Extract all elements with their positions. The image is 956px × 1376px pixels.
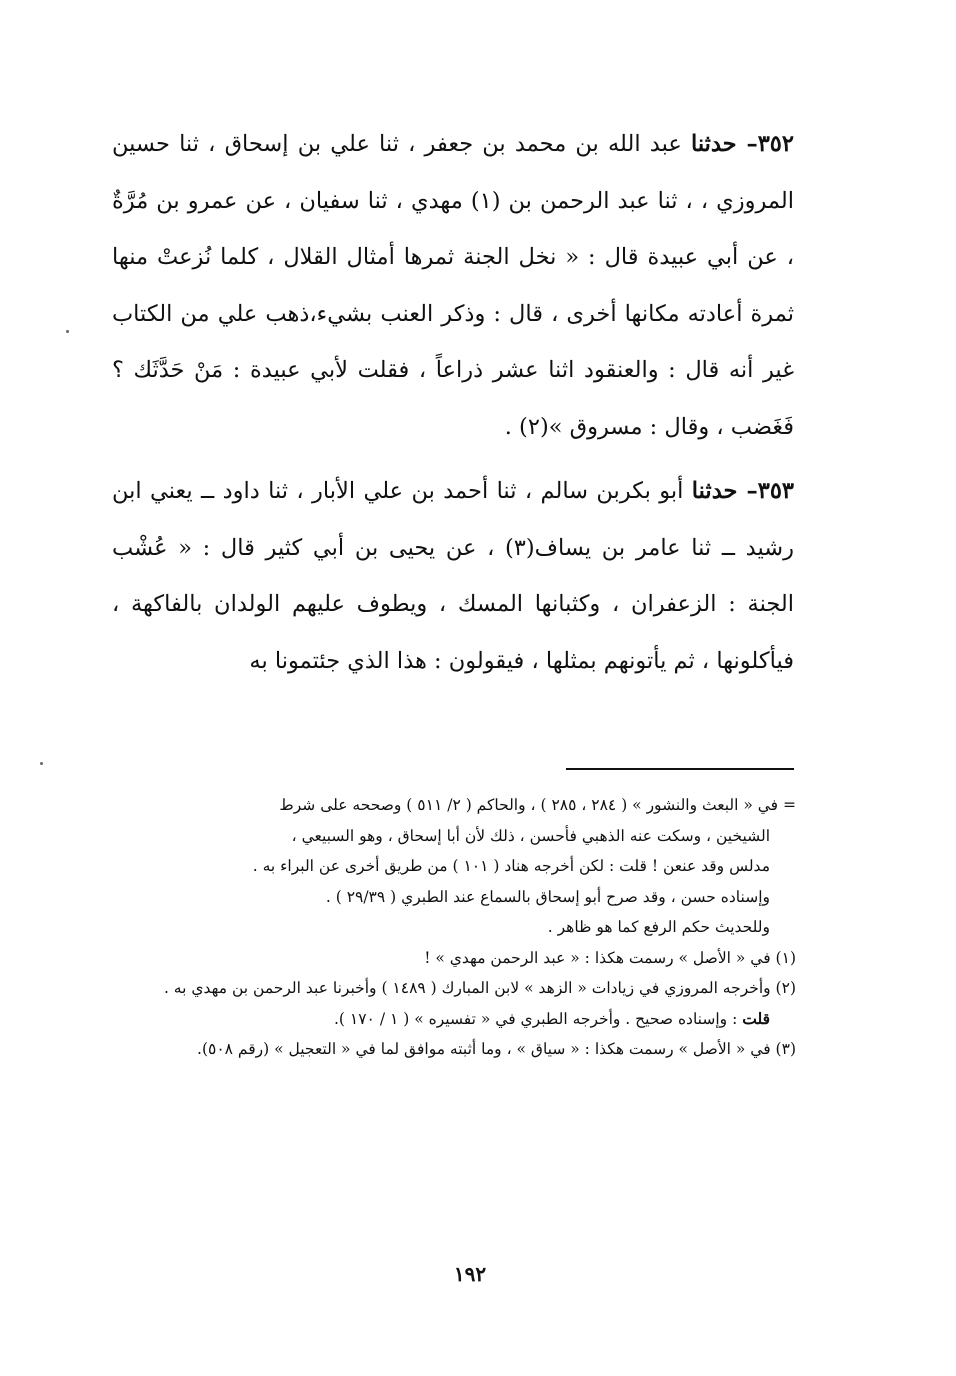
hadith-number: ٣٥٢ xyxy=(757,131,794,157)
footnote-continuation-line: = في « البعث والنشور » ( ٢٨٤ ، ٢٨٥ ) ، والحاكم ( ٢/ ٥١١ ) وصححه على شرط xyxy=(279,796,796,814)
footnote-1: (١) في « الأصل » رسمت هكذا : « عبد الرحمن مهدي » ! xyxy=(424,948,796,967)
remark-text: : وإسناده صحيح . وأخرجه الطبري في « تفسيره » ( ١ / ١٧٠ ). xyxy=(334,1009,738,1028)
footnotes xyxy=(112,790,796,1065)
hadith-number: ٣٥٣ xyxy=(757,478,794,504)
scan-speck xyxy=(66,330,69,333)
hadith-body: عبد الله بن محمد بن جعفر ، ثنا علي بن إسحاق ، ثنا حسين المروزي ، ، ثنا عبد الرحمن بن (١) مهدي ، ثنا سفيان ، عن عمرو بن مُرَّةٌ ، عن أبي عبيدة قال : « نخل الجنة ثمرها أمثال القلال ، كلما نُزعتْ منها ثمرة أعادته مكانها أخرى ، قال : وذكر العنب بشيء،ذهب علي من الكتاب غير أنه قال : والعنقود اثنا عشر ذراعاً ، فقلت لأبي عبيدة : مَنْ حَدَّثَك ؟ فَغَضب ، وقال : مسروق »(٢) . xyxy=(112,131,794,440)
footnote-continuation-line: وإسناده حسن ، وقد صرح أبو إسحاق بالسماع عند الطبري ( ٢٩/٣٩ ) . xyxy=(325,887,770,906)
footnote-continuation-line: مدلس وقد عنعن ! قلت : لكن أخرجه هناد ( ١٠١ ) من طريق أخرى عن البراء به . xyxy=(252,857,770,875)
footnote-continuation-line: الشيخين ، وسكت عنه الذهبي فأحسن ، ذلك لأن أبا إسحاق ، وهو السبيعي ، xyxy=(291,826,770,845)
footnote-separator xyxy=(566,768,794,770)
remark-label: قلت xyxy=(742,1008,770,1028)
footnote-3: (٣) في « الأصل » رسمت هكذا : « سياق » ، وما أثبته موافق لما في « التعجيل » (رقم ٥٠٨). xyxy=(197,1040,796,1058)
footnote-2: (٢) وأخرجه المروزي في زيادات « الزهد » لابن المبارك ( ١٤٨٩ ) وأخبرنا عبد الرحمن بن مهدي به . xyxy=(163,979,796,997)
page-number: ١٩٢ xyxy=(453,1262,487,1286)
hadith-intro: حدثنا xyxy=(690,131,737,157)
hadith-body: أبو بكربن سالم ، ثنا أحمد بن علي الأبار ، ثنا داود ــ يعني ابن رشيد ــ ثنا عامر بن يساف(٣) ، عن يحيى بن أبي كثير قال : « عُشْب الجنة : الزعفران ، وكثبانها المسك ، ويطوف عليهم الولدان بالفاكهة ، فيأكلونها ، ثم يأتونهم بمثلها ، فيقولون : هذا الذي جئتمونا به xyxy=(112,478,794,674)
footnote-2-remark xyxy=(112,1004,796,1035)
footnote-continuation-line: وللحديث حكم الرفع كما هو ظاهر . xyxy=(547,918,770,936)
hadith-intro: حدثنا xyxy=(691,478,738,504)
main-text xyxy=(112,116,794,689)
hadith-353: ٣٥٣– حدثنا أبو بكربن سالم ، ثنا أحمد بن علي الأبار ، ثنا داود ــ يعني ابن رشيد ــ ثنا عامر بن يساف(٣) ، عن يحيى بن أبي كثير قال : « عُشْب الجنة : الزعفران ، وكثبانها المسك ، ويطوف عليهم الولدان بالفاكهة ، فيأكلونها ، ثم يأتونهم بمثلها ، فيقولون : هذا الذي جئتمونا به xyxy=(112,478,794,674)
scan-speck xyxy=(40,762,43,765)
hadith-352: ٣٥٢– حدثنا عبد الله بن محمد بن جعفر ، ثنا علي بن إسحاق ، ثنا حسين المروزي ، ، ثنا عبد الرحمن بن (١) مهدي ، ثنا سفيان ، عن عمرو بن مُرَّةٌ ، عن أبي عبيدة قال : « نخل الجنة ثمرها أمثال القلال ، كلما نُزعتْ منها ثمرة أعادته مكانها أخرى ، قال : وذكر العنب بشيء،ذهب علي من الكتاب غير أنه قال : والعنقود اثنا عشر ذراعاً ، فقلت لأبي عبيدة : مَنْ حَدَّثَك ؟ فَغَضب ، وقال : مسروق »(٢) . xyxy=(112,131,794,440)
